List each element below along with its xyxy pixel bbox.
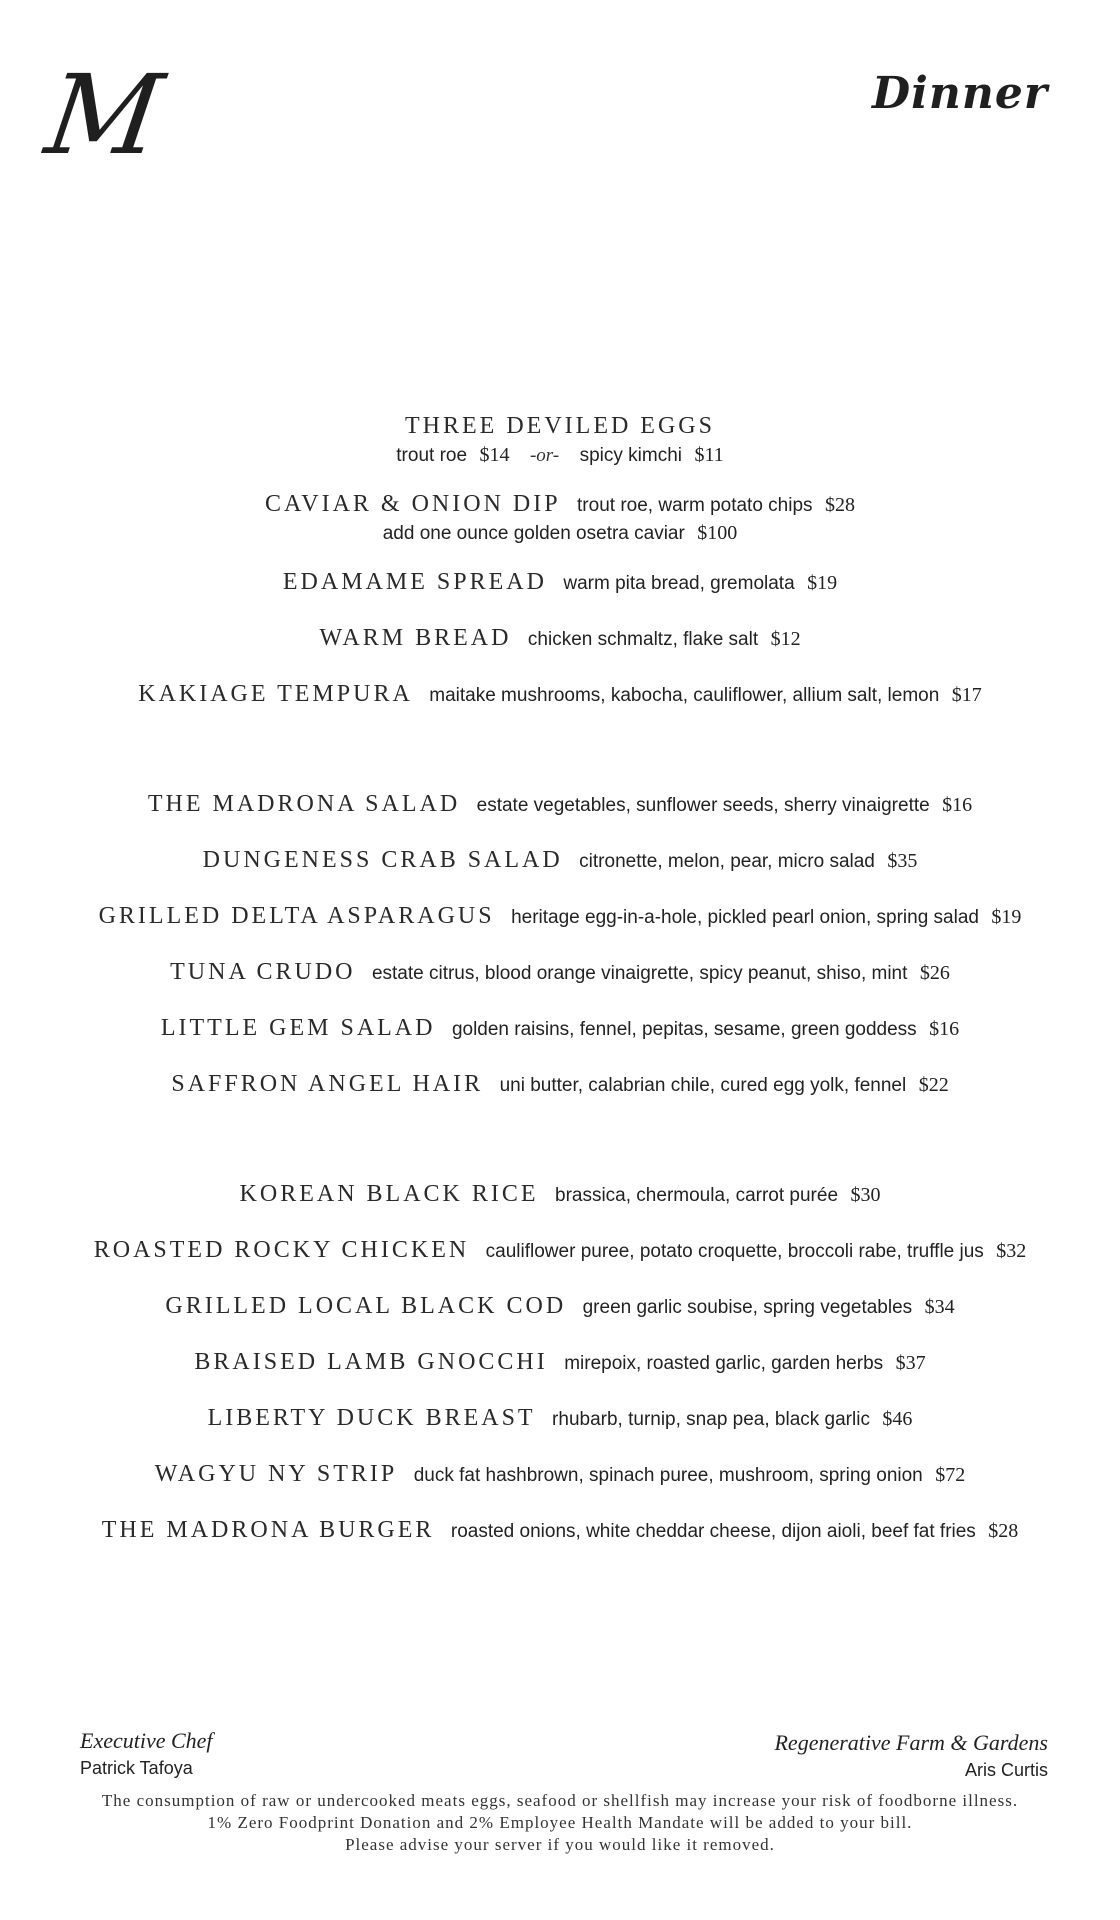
item-description: estate citrus, blood orange vinaigrette, spicy peanut, shiso, mint (371, 963, 908, 984)
caviar-addon (0, 518, 1120, 548)
addon-description: add one ounce golden osetra caviar (382, 523, 685, 544)
restaurant-logo (39, 51, 208, 180)
item-name: BRAISED LAMB GNOCCHI (194, 1349, 548, 1375)
executive-chef-credit (80, 1728, 213, 1779)
item-description: uni butter, calabrian chile, cured egg yolk, fennel (499, 1075, 907, 1096)
menu-item (0, 888, 1120, 944)
item-name: LITTLE GEM SALAD (160, 1015, 436, 1041)
item-name: WAGYU NY STRIP (154, 1461, 398, 1487)
item-price: $28 (988, 1520, 1019, 1542)
menu-list (0, 398, 1120, 1558)
addon-price: $100 (697, 522, 738, 544)
item-option: spicy kimchi (579, 445, 682, 466)
farm-role: Regenerative Farm & Gardens (774, 1730, 1048, 1755)
item-description: estate vegetables, sunflower seeds, sherry vinaigrette (476, 795, 930, 816)
item-price: $16 (942, 794, 973, 816)
item-price: $30 (850, 1184, 881, 1206)
item-name: KAKIAGE TEMPURA (138, 681, 413, 707)
menu-item (0, 1390, 1120, 1446)
item-description: cauliflower puree, potato croquette, broccoli rabe, truffle jus (485, 1241, 984, 1262)
farm-credit (774, 1730, 1048, 1781)
item-price: $14 (479, 444, 510, 466)
item-price: $35 (887, 850, 918, 872)
item-price: $11 (694, 444, 724, 466)
chef-name: Patrick Tafoya (80, 1758, 193, 1778)
item-description: maitake mushrooms, kabocha, cauliflower, allium salt, lemon (429, 685, 940, 706)
menu-item (0, 1278, 1120, 1334)
menu-item (0, 1334, 1120, 1390)
item-description: heritage egg-in-a-hole, pickled pearl onion, spring salad (511, 907, 979, 928)
menu-item (0, 1222, 1120, 1278)
item-name: CAVIAR & ONION DIP (265, 491, 561, 517)
item-price: $46 (882, 1408, 913, 1430)
item-price: $32 (996, 1240, 1027, 1262)
item-description: brassica, chermoula, carrot purée (555, 1185, 839, 1206)
item-description: duck fat hashbrown, spinach puree, mushroom, spring onion (413, 1465, 923, 1486)
menu-item (0, 1446, 1120, 1502)
item-name: ROASTED ROCKY CHICKEN (93, 1237, 470, 1263)
disclaimer-line: The consumption of raw or undercooked meats eggs, seafood or shellfish may increase your risk of foodborne illness. (101, 1791, 1019, 1810)
item-price: $28 (824, 494, 855, 516)
disclaimer-line: Please advise your server if you would like it removed. (345, 1835, 775, 1854)
item-description: mirepoix, roasted garlic, garden herbs (564, 1353, 884, 1374)
item-description: citronette, melon, pear, micro salad (579, 851, 875, 872)
menu-item (0, 776, 1120, 832)
item-price: $26 (919, 962, 950, 984)
item-description: warm pita bread, gremolata (563, 573, 795, 594)
item-name: DUNGENESS CRAB SALAD (202, 847, 563, 873)
item-name: WARM BREAD (319, 625, 512, 651)
option-separator: -or- (529, 445, 560, 466)
item-price: $22 (918, 1074, 949, 1096)
menu-item (0, 832, 1120, 888)
item-description: rhubarb, turnip, snap pea, black garlic (552, 1409, 870, 1430)
item-name: SAFFRON ANGEL HAIR (171, 1071, 484, 1097)
logo-letter: M (39, 51, 170, 179)
menu-item (0, 610, 1120, 666)
menu-item (0, 1000, 1120, 1056)
item-description: chicken schmaltz, flake salt (527, 629, 759, 650)
section-divider (0, 1112, 1120, 1166)
item-name: THREE DEVILED EGGS (405, 413, 715, 439)
item-name: KOREAN BLACK RICE (239, 1181, 539, 1207)
item-name: THE MADRONA SALAD (147, 791, 461, 817)
menu-item (0, 554, 1120, 610)
menu-item (0, 944, 1120, 1000)
item-price: $17 (951, 684, 982, 706)
item-price: $34 (924, 1296, 955, 1318)
item-description: roasted onions, white cheddar cheese, dijon aioli, beef fat fries (450, 1521, 976, 1542)
deviled-eggs-options (0, 440, 1120, 470)
section-divider (0, 722, 1120, 776)
item-description: trout roe, warm potato chips (577, 495, 813, 516)
item-price: $16 (929, 1018, 960, 1040)
item-price: $37 (895, 1352, 926, 1374)
menu-item (0, 1502, 1120, 1558)
item-name: EDAMAME SPREAD (282, 569, 547, 595)
item-description: golden raisins, fennel, pepitas, sesame, green goddess (451, 1019, 917, 1040)
item-option: trout roe (396, 445, 468, 466)
menu-item (0, 666, 1120, 722)
disclaimer-line: 1% Zero Foodprint Donation and 2% Employee Health Mandate will be added to your bill. (207, 1813, 913, 1832)
item-price: $12 (770, 628, 801, 650)
item-name: GRILLED LOCAL BLACK COD (165, 1293, 567, 1319)
item-name: TUNA CRUDO (170, 959, 356, 985)
chef-role: Executive Chef (80, 1728, 213, 1753)
item-name: LIBERTY DUCK BREAST (207, 1405, 536, 1431)
item-price: $19 (991, 906, 1022, 928)
item-description: green garlic soubise, spring vegetables (582, 1297, 913, 1318)
item-price: $19 (807, 572, 838, 594)
menu-disclaimer (0, 1790, 1120, 1856)
item-price: $72 (935, 1464, 966, 1486)
item-name: THE MADRONA BURGER (101, 1517, 435, 1543)
menu-item (0, 1166, 1120, 1222)
menu-title: Dinner (871, 68, 1048, 119)
farm-name: Aris Curtis (964, 1760, 1048, 1780)
menu-item (0, 1056, 1120, 1112)
item-name: GRILLED DELTA ASPARAGUS (98, 903, 495, 929)
